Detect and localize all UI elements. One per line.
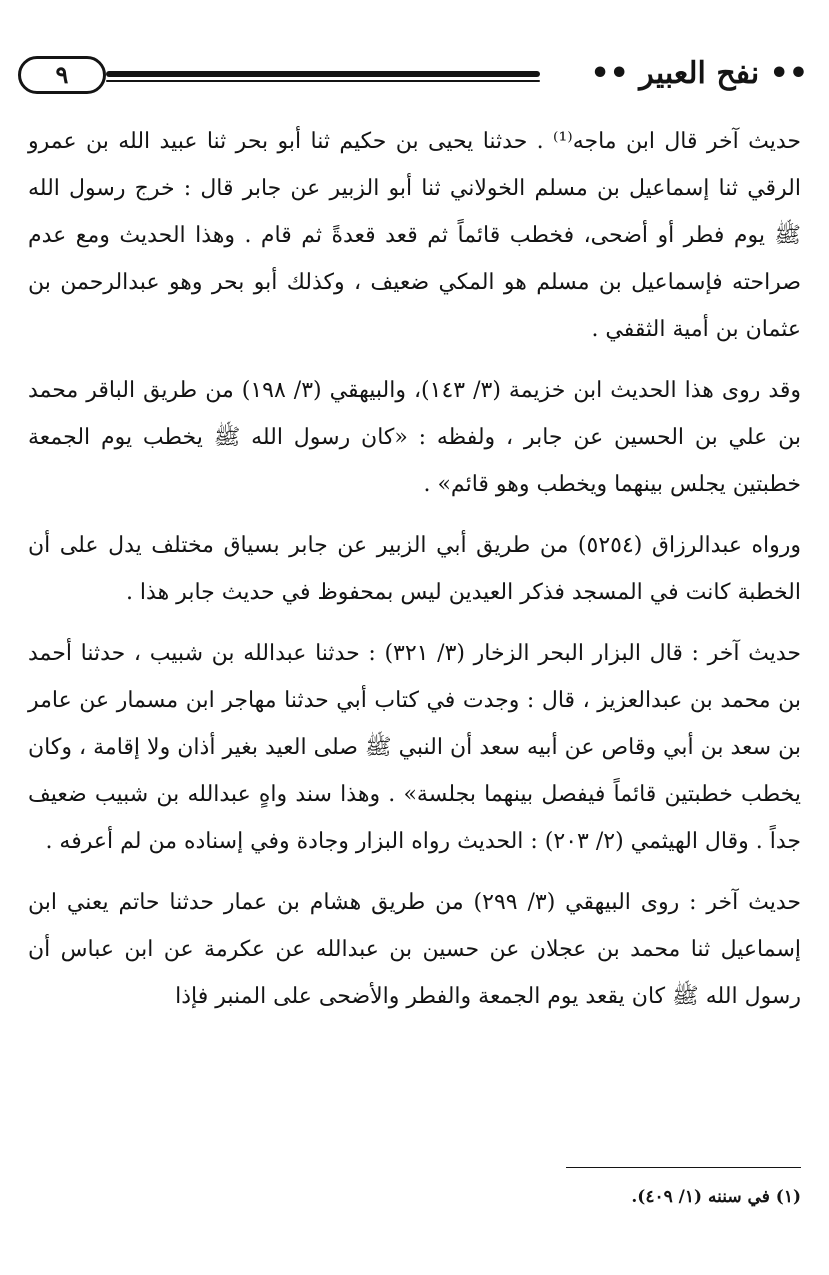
paragraph-3: ورواه عبدالرزاق (٥٢٥٤) من طريق أبي الزبير عن جابر بسياق مختلف يدل على أن الخطبة كانت في المسجد فذكر العيدين ليس بمحفوظ في حديث جابر هذا .	[28, 533, 802, 605]
paragraph-1: حديث آخر قال ابن ماجه⁽¹⁾ . حدثنا يحيى بن حكيم ثنا أبو بحر ثنا عبيد الله بن عمرو الرقي ثنا إسماعيل بن مسلم الخولاني ثنا أبو الزبير عن جابر قال : خرج رسول الله ﷺ يوم فطر أو أضحى، فخطب قائماً ثم قعد قعدةً ثم قام . وهذا الحديث ومع عدم صراحته فإسماعيل بن مسلم هو المكي ضعيف ، وكذلك أبو بحر وهو عبدالرحمن بن عثمان بن أمية الثقفي .	[28, 129, 802, 342]
book-title: •• نفح العبير ••	[590, 56, 808, 91]
running-header	[18, 52, 808, 100]
header-rule-thick	[106, 71, 540, 77]
footnote: (١) في سننه (١/ ٤٠٩).	[631, 1187, 801, 1207]
paragraph-5: حديث آخر : روى البيهقي (٣/ ٢٩٩) من طريق هشام بن عمار حدثنا حاتم يعني ابن إسماعيل ثنا محمد بن عجلان عن حسين بن عبدالله عن عكرمة عن ابن عباس أن رسول الله ﷺ كان يقعد يوم الجمعة والفطر والأضحى على المنبر فإذا	[28, 890, 802, 1009]
page-body	[28, 118, 801, 1020]
page-number: ٩	[18, 56, 106, 94]
header-rule-thin	[106, 80, 540, 82]
footnote-divider	[566, 1167, 801, 1168]
paragraph-2: وقد روى هذا الحديث ابن خزيمة (٣/ ١٤٣)، والبيهقي (٣/ ١٩٨) من طريق الباقر محمد بن علي بن الحسين عن جابر ، ولفظه : «كان رسول الله ﷺ يخطب يوم الجمعة خطبتين يجلس بينهما ويخطب وهو قائم» .	[28, 378, 802, 497]
paragraph-4: حديث آخر : قال البزار البحر الزخار (٣/ ٣٢١) : حدثنا عبدالله بن شبيب ، حدثنا أحمد بن محمد بن عبدالعزيز ، قال : وجدت في كتاب أبي حدثنا مهاجر ابن مسمار عن عامر بن سعد بن أبي وقاص عن أبيه سعد أن النبي ﷺ صلى العيد بغير أذان ولا إقامة ، وكان يخطب خطبتين قائماً فيفصل بينهما بجلسة» . وهذا سند واهٍ عبدالله بن شبيب ضعيف جداً . وقال الهيثمي (٢/ ٢٠٣) : الحديث رواه البزار وجادة وفي إسناده من لم أعرفه .	[28, 641, 802, 854]
